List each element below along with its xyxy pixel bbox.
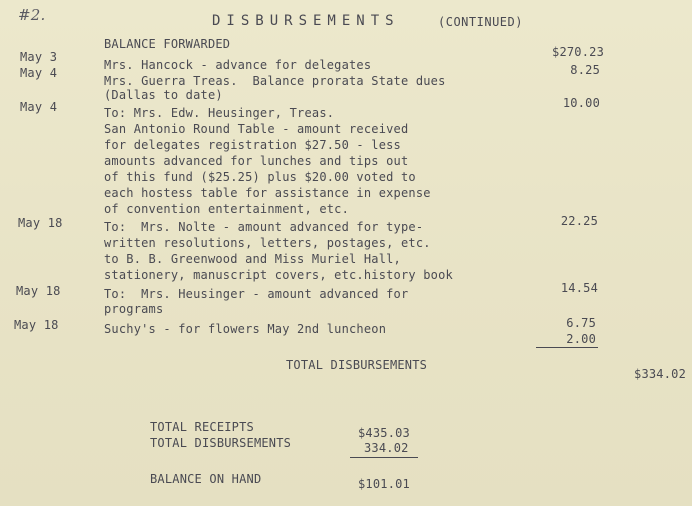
entry-date: May 4 <box>20 66 58 80</box>
entry-line: for delegates registration $27.50 - less <box>104 138 401 152</box>
summary-receipts-amount: $435.03 <box>358 426 410 440</box>
entry-line: written resolutions, letters, postages, etc. <box>104 236 431 250</box>
entry-line: To: Mrs. Edw. Heusinger, Treas. <box>104 106 335 120</box>
entry-amount: 10.00 <box>562 96 600 110</box>
entry-amount: 14.54 <box>560 281 598 295</box>
entry-line: Mrs. Hancock - advance for delegates <box>104 58 372 72</box>
entry-line: San Antonio Round Table - amount received <box>104 122 409 136</box>
summary-receipts-label: TOTAL RECEIPTS <box>150 420 254 434</box>
summary-disbursements-label: TOTAL DISBURSEMENTS <box>150 436 292 450</box>
entry-date: May 18 <box>18 216 63 230</box>
summary-balance-amount: $101.01 <box>358 477 410 491</box>
entry-amount-extra: 2.00 <box>566 332 596 346</box>
entry-line: of convention entertainment, etc. <box>104 202 350 216</box>
entry-line: To: Mrs. Heusinger - amount advanced for <box>104 287 409 301</box>
total-disbursements-label: TOTAL DISBURSEMENTS <box>286 358 428 372</box>
entry-line: amounts advanced for lunches and tips out <box>104 154 409 168</box>
entry-date: May 4 <box>20 100 58 114</box>
entry-amount: 6.75 <box>566 316 596 330</box>
entry-date: May 18 <box>16 284 61 298</box>
entry-line: To: Mrs. Nolte - amount advanced for type- <box>104 220 424 234</box>
total-disbursements-amount: $334.02 <box>634 367 686 381</box>
sum-underline <box>536 347 598 348</box>
entry-line: Mrs. Guerra Treas. Balance prorata State dues <box>104 74 446 88</box>
balance-forwarded-amount: $270.23 <box>552 45 604 59</box>
summary-underline <box>350 457 418 458</box>
entry-line: of this fund ($25.25) plus $20.00 voted to <box>104 170 416 184</box>
entry-line: Suchy's - for flowers May 2nd luncheon <box>104 322 387 336</box>
entry-line: each hostess table for assistance in expense <box>104 186 431 200</box>
page-title: DISBURSEMENTS <box>212 13 400 29</box>
summary-disbursements-amount: 334.02 <box>364 441 409 455</box>
entry-line: stationery, manuscript covers, etc.history book <box>104 268 453 282</box>
summary-balance-label: BALANCE ON HAND <box>150 472 262 486</box>
balance-forwarded-label: BALANCE FORWARDED <box>104 37 231 51</box>
entry-line: programs <box>104 302 164 316</box>
entry-amount: 8.25 <box>570 63 600 77</box>
page-number: #2. <box>18 6 46 24</box>
entry-date: May 3 <box>20 50 58 64</box>
entry-amount: 22.25 <box>560 214 598 228</box>
entry-line: (Dallas to date) <box>104 88 223 102</box>
page-title-suffix: (CONTINUED) <box>438 15 523 29</box>
entry-line: to B. B. Greenwood and Miss Muriel Hall, <box>104 252 401 266</box>
entry-date: May 18 <box>14 318 59 332</box>
